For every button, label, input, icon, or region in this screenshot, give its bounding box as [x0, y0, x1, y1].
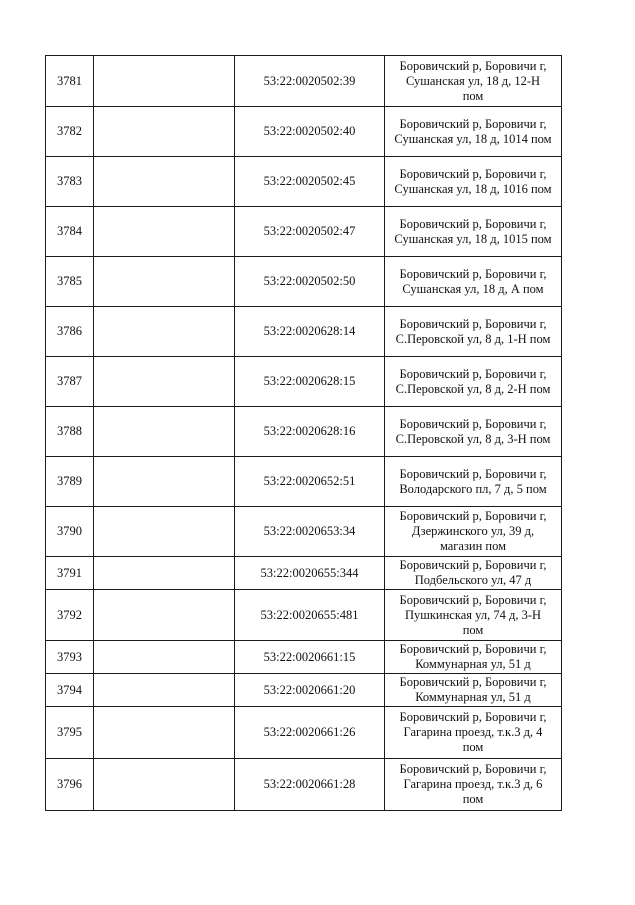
address-cell	[385, 590, 562, 641]
table-row	[46, 457, 562, 507]
table-row	[46, 207, 562, 257]
address-cell	[385, 674, 562, 707]
address-cell	[385, 457, 562, 507]
row-number: 3790	[46, 507, 94, 557]
empty-cell	[94, 307, 235, 357]
table-row	[46, 157, 562, 207]
address-text: Боровичский р, Боровичи г, Пушкинская ул, 74 д, 3-Н пом	[399, 592, 547, 637]
cadastral-number: 53:22:0020652:51	[235, 457, 385, 507]
address-text: Боровичский р, Боровичи г, Дзержинского ул, 39 д, магазин пом	[399, 509, 547, 553]
address-cell	[385, 107, 562, 157]
empty-cell	[94, 56, 235, 107]
table-row	[46, 357, 562, 407]
address-text: Боровичский р, Боровичи г, Сушанская ул, 18 д, 1015 пом	[394, 216, 552, 246]
address-cell	[385, 357, 562, 407]
address-cell	[385, 641, 562, 674]
empty-cell	[94, 207, 235, 257]
table-row	[46, 641, 562, 674]
property-registry-table	[45, 55, 562, 811]
empty-cell	[94, 157, 235, 207]
row-number: 3781	[46, 56, 94, 107]
cadastral-number: 53:22:0020628:14	[235, 307, 385, 357]
row-number: 3795	[46, 707, 94, 759]
address-cell	[385, 56, 562, 107]
empty-cell	[94, 590, 235, 641]
row-number: 3792	[46, 590, 94, 641]
row-number: 3787	[46, 357, 94, 407]
row-number: 3791	[46, 557, 94, 590]
row-number: 3789	[46, 457, 94, 507]
address-text: Боровичский р, Боровичи г, С.Перовской ул, 8 д, 2-Н пом	[395, 366, 551, 396]
address-text: Боровичский р, Боровичи г, Гагарина проезд, т.к.3 д, 4 пом	[399, 710, 547, 754]
address-cell	[385, 407, 562, 457]
address-text: Боровичский р, Боровичи г, Сушанская ул, 18 д, А пом	[399, 266, 547, 296]
empty-cell	[94, 257, 235, 307]
cadastral-number: 53:22:0020653:34	[235, 507, 385, 557]
row-number: 3786	[46, 307, 94, 357]
empty-cell	[94, 357, 235, 407]
row-number: 3785	[46, 257, 94, 307]
empty-cell	[94, 641, 235, 674]
table-row	[46, 257, 562, 307]
address-text: Боровичский р, Боровичи г, Коммунарная ул, 51 д	[399, 642, 547, 671]
cadastral-number: 53:22:0020502:50	[235, 257, 385, 307]
address-cell	[385, 207, 562, 257]
table-row	[46, 674, 562, 707]
table-row	[46, 590, 562, 641]
cadastral-number: 53:22:0020661:15	[235, 641, 385, 674]
address-text: Боровичский р, Боровичи г, Володарского пл, 7 д, 5 пом	[399, 466, 547, 496]
cadastral-number: 53:22:0020655:481	[235, 590, 385, 641]
table-row	[46, 407, 562, 457]
address-text: Боровичский р, Боровичи г, Коммунарная ул, 51 д	[399, 675, 547, 704]
cadastral-number: 53:22:0020655:344	[235, 557, 385, 590]
table-row	[46, 107, 562, 157]
address-text: Боровичский р, Боровичи г, С.Перовской ул, 8 д, 1-Н пом	[395, 316, 551, 346]
cadastral-number: 53:22:0020661:28	[235, 759, 385, 811]
cadastral-number: 53:22:0020661:20	[235, 674, 385, 707]
row-number: 3793	[46, 641, 94, 674]
empty-cell	[94, 457, 235, 507]
table-row	[46, 507, 562, 557]
row-number: 3788	[46, 407, 94, 457]
empty-cell	[94, 707, 235, 759]
cadastral-number: 53:22:0020628:15	[235, 357, 385, 407]
address-cell	[385, 507, 562, 557]
address-text: Боровичский р, Боровичи г, Сушанская ул, 18 д, 1014 пом	[394, 116, 552, 146]
table-row	[46, 707, 562, 759]
address-text: Боровичский р, Боровичи г, Подбельского ул, 47 д	[399, 558, 547, 587]
row-number: 3782	[46, 107, 94, 157]
table-row	[46, 307, 562, 357]
empty-cell	[94, 674, 235, 707]
address-cell	[385, 707, 562, 759]
cadastral-number: 53:22:0020628:16	[235, 407, 385, 457]
empty-cell	[94, 107, 235, 157]
address-cell	[385, 307, 562, 357]
address-text: Боровичский р, Боровичи г, Сушанская ул, 18 д, 12-Н пом	[399, 58, 547, 103]
row-number: 3783	[46, 157, 94, 207]
address-cell	[385, 557, 562, 590]
cadastral-number: 53:22:0020661:26	[235, 707, 385, 759]
table-row	[46, 56, 562, 107]
empty-cell	[94, 407, 235, 457]
row-number: 3784	[46, 207, 94, 257]
address-cell	[385, 157, 562, 207]
row-number: 3794	[46, 674, 94, 707]
row-number: 3796	[46, 759, 94, 811]
empty-cell	[94, 557, 235, 590]
address-text: Боровичский р, Боровичи г, Гагарина проезд, т.к.3 д, 6 пом	[399, 762, 547, 806]
empty-cell	[94, 507, 235, 557]
address-cell	[385, 759, 562, 811]
address-text: Боровичский р, Боровичи г, С.Перовской ул, 8 д, 3-Н пом	[395, 416, 551, 446]
cadastral-number: 53:22:0020502:39	[235, 56, 385, 107]
table-row	[46, 557, 562, 590]
cadastral-number: 53:22:0020502:47	[235, 207, 385, 257]
address-text: Боровичский р, Боровичи г, Сушанская ул, 18 д, 1016 пом	[394, 166, 552, 196]
empty-cell	[94, 759, 235, 811]
cadastral-number: 53:22:0020502:40	[235, 107, 385, 157]
table-row	[46, 759, 562, 811]
cadastral-number: 53:22:0020502:45	[235, 157, 385, 207]
address-cell	[385, 257, 562, 307]
